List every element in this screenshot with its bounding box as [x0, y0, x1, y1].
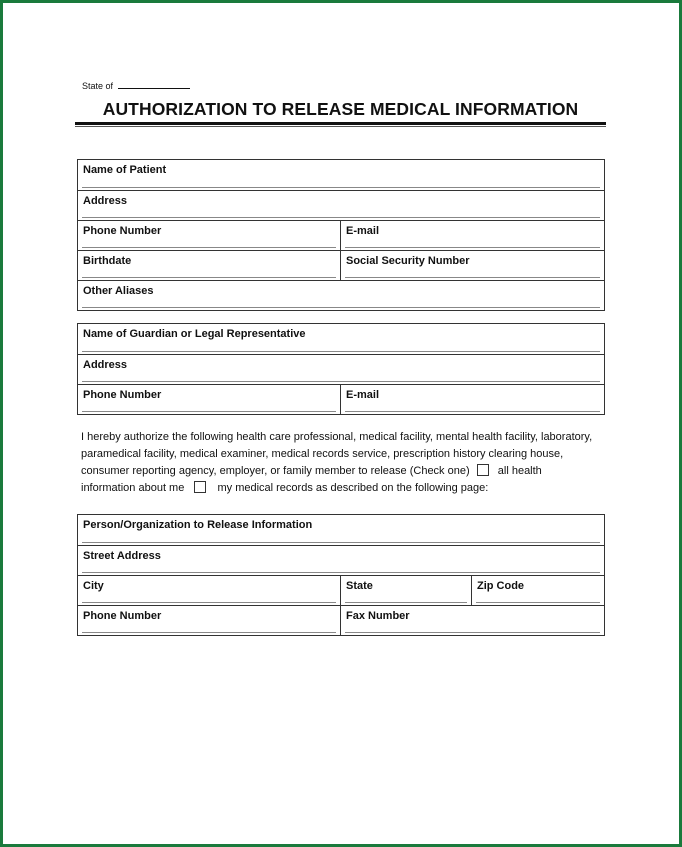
release-street-label: Street Address	[83, 550, 161, 562]
patient-phone-field[interactable]	[78, 221, 340, 250]
release-zip-label: Zip Code	[477, 580, 525, 592]
guardian-address-label: Address	[83, 359, 128, 371]
authorization-line-3	[81, 463, 606, 480]
medical-records-checkbox[interactable]	[194, 481, 206, 493]
guardian-contact-row	[78, 384, 604, 414]
all-health-label: all health	[497, 465, 542, 477]
guardian-phone-field[interactable]	[78, 385, 340, 414]
patient-email-field[interactable]	[340, 221, 604, 250]
title-rule-thin	[75, 126, 606, 127]
patient-contact-row	[78, 220, 604, 250]
field-underline	[345, 632, 600, 633]
patient-birthdate-field[interactable]	[78, 251, 340, 280]
patient-birthdate-label: Birthdate	[83, 255, 132, 267]
release-location-row	[78, 575, 604, 605]
guardian-name-row	[78, 324, 604, 354]
guardian-name-field[interactable]	[78, 324, 604, 354]
state-of-label: State of	[82, 81, 114, 91]
release-city-label: City	[83, 580, 104, 592]
field-underline	[82, 542, 600, 543]
release-state-field[interactable]	[340, 576, 471, 605]
guardian-address-row	[78, 354, 604, 384]
patient-name-field[interactable]	[78, 160, 604, 190]
guardian-name-label: Name of Guardian or Legal Representative	[83, 328, 306, 340]
field-underline	[82, 632, 336, 633]
authorization-line-4-text: information about me	[81, 482, 185, 494]
field-underline	[82, 247, 336, 248]
field-underline	[82, 277, 336, 278]
field-underline	[345, 602, 467, 603]
release-street-field[interactable]	[78, 546, 604, 575]
release-fax-label: Fax Number	[346, 610, 410, 622]
patient-address-label: Address	[83, 195, 128, 207]
patient-address-row	[78, 190, 604, 220]
field-underline	[82, 351, 600, 352]
authorization-paragraph	[81, 429, 606, 497]
release-state-label: State	[346, 580, 373, 592]
authorization-line-4	[81, 480, 606, 497]
guardian-email-field[interactable]	[340, 385, 604, 414]
patient-name-label: Name of Patient	[83, 164, 167, 176]
release-zip-field[interactable]	[471, 576, 604, 605]
patient-id-row	[78, 250, 604, 280]
patient-name-row	[78, 160, 604, 190]
release-org-label: Person/Organization to Release Information	[83, 519, 313, 531]
release-fax-field[interactable]	[340, 606, 604, 635]
patient-ssn-field[interactable]	[340, 251, 604, 280]
release-street-row	[78, 545, 604, 575]
field-underline	[476, 602, 600, 603]
field-underline	[82, 411, 336, 412]
field-underline	[82, 187, 600, 188]
state-of-line	[82, 81, 190, 91]
patient-phone-label: Phone Number	[83, 225, 162, 237]
guardian-address-field[interactable]	[78, 355, 604, 384]
authorization-line-3-text: consumer reporting agency, employer, or family member to release (Check one)	[81, 465, 470, 477]
field-underline	[345, 277, 600, 278]
patient-aliases-label: Other Aliases	[83, 285, 154, 297]
field-underline	[82, 381, 600, 382]
release-city-field[interactable]	[78, 576, 340, 605]
field-underline	[82, 572, 600, 573]
patient-aliases-field[interactable]	[78, 281, 604, 310]
patient-aliases-row	[78, 280, 604, 310]
guardian-email-label: E-mail	[346, 389, 380, 401]
medical-records-label: my medical records as described on the following page:	[217, 482, 489, 494]
authorization-line-1: I hereby authorize the following health care professional, medical facility, mental health facility, laboratory,	[81, 431, 593, 443]
title-rule-thick	[75, 122, 606, 125]
field-underline	[82, 307, 600, 308]
guardian-phone-label: Phone Number	[83, 389, 162, 401]
field-underline	[345, 247, 600, 248]
release-phone-field[interactable]	[78, 606, 340, 635]
guardian-section	[77, 323, 605, 415]
patient-address-field[interactable]	[78, 191, 604, 220]
patient-ssn-label: Social Security Number	[346, 255, 470, 267]
field-underline	[82, 217, 600, 218]
page-title: AUTHORIZATION TO RELEASE MEDICAL INFORMATION	[102, 99, 579, 119]
field-underline	[82, 602, 336, 603]
authorization-line-2: paramedical facility, medical examiner, medical records service, prescription history clearing house,	[81, 448, 564, 460]
state-of-blank[interactable]	[118, 81, 190, 89]
release-phone-label: Phone Number	[83, 610, 162, 622]
all-health-checkbox[interactable]	[477, 464, 489, 476]
patient-email-label: E-mail	[346, 225, 380, 237]
release-org-field[interactable]	[78, 515, 604, 545]
release-org-row	[78, 515, 604, 545]
field-underline	[345, 411, 600, 412]
release-contact-row	[78, 605, 604, 635]
release-section	[77, 514, 605, 636]
patient-section	[77, 159, 605, 311]
